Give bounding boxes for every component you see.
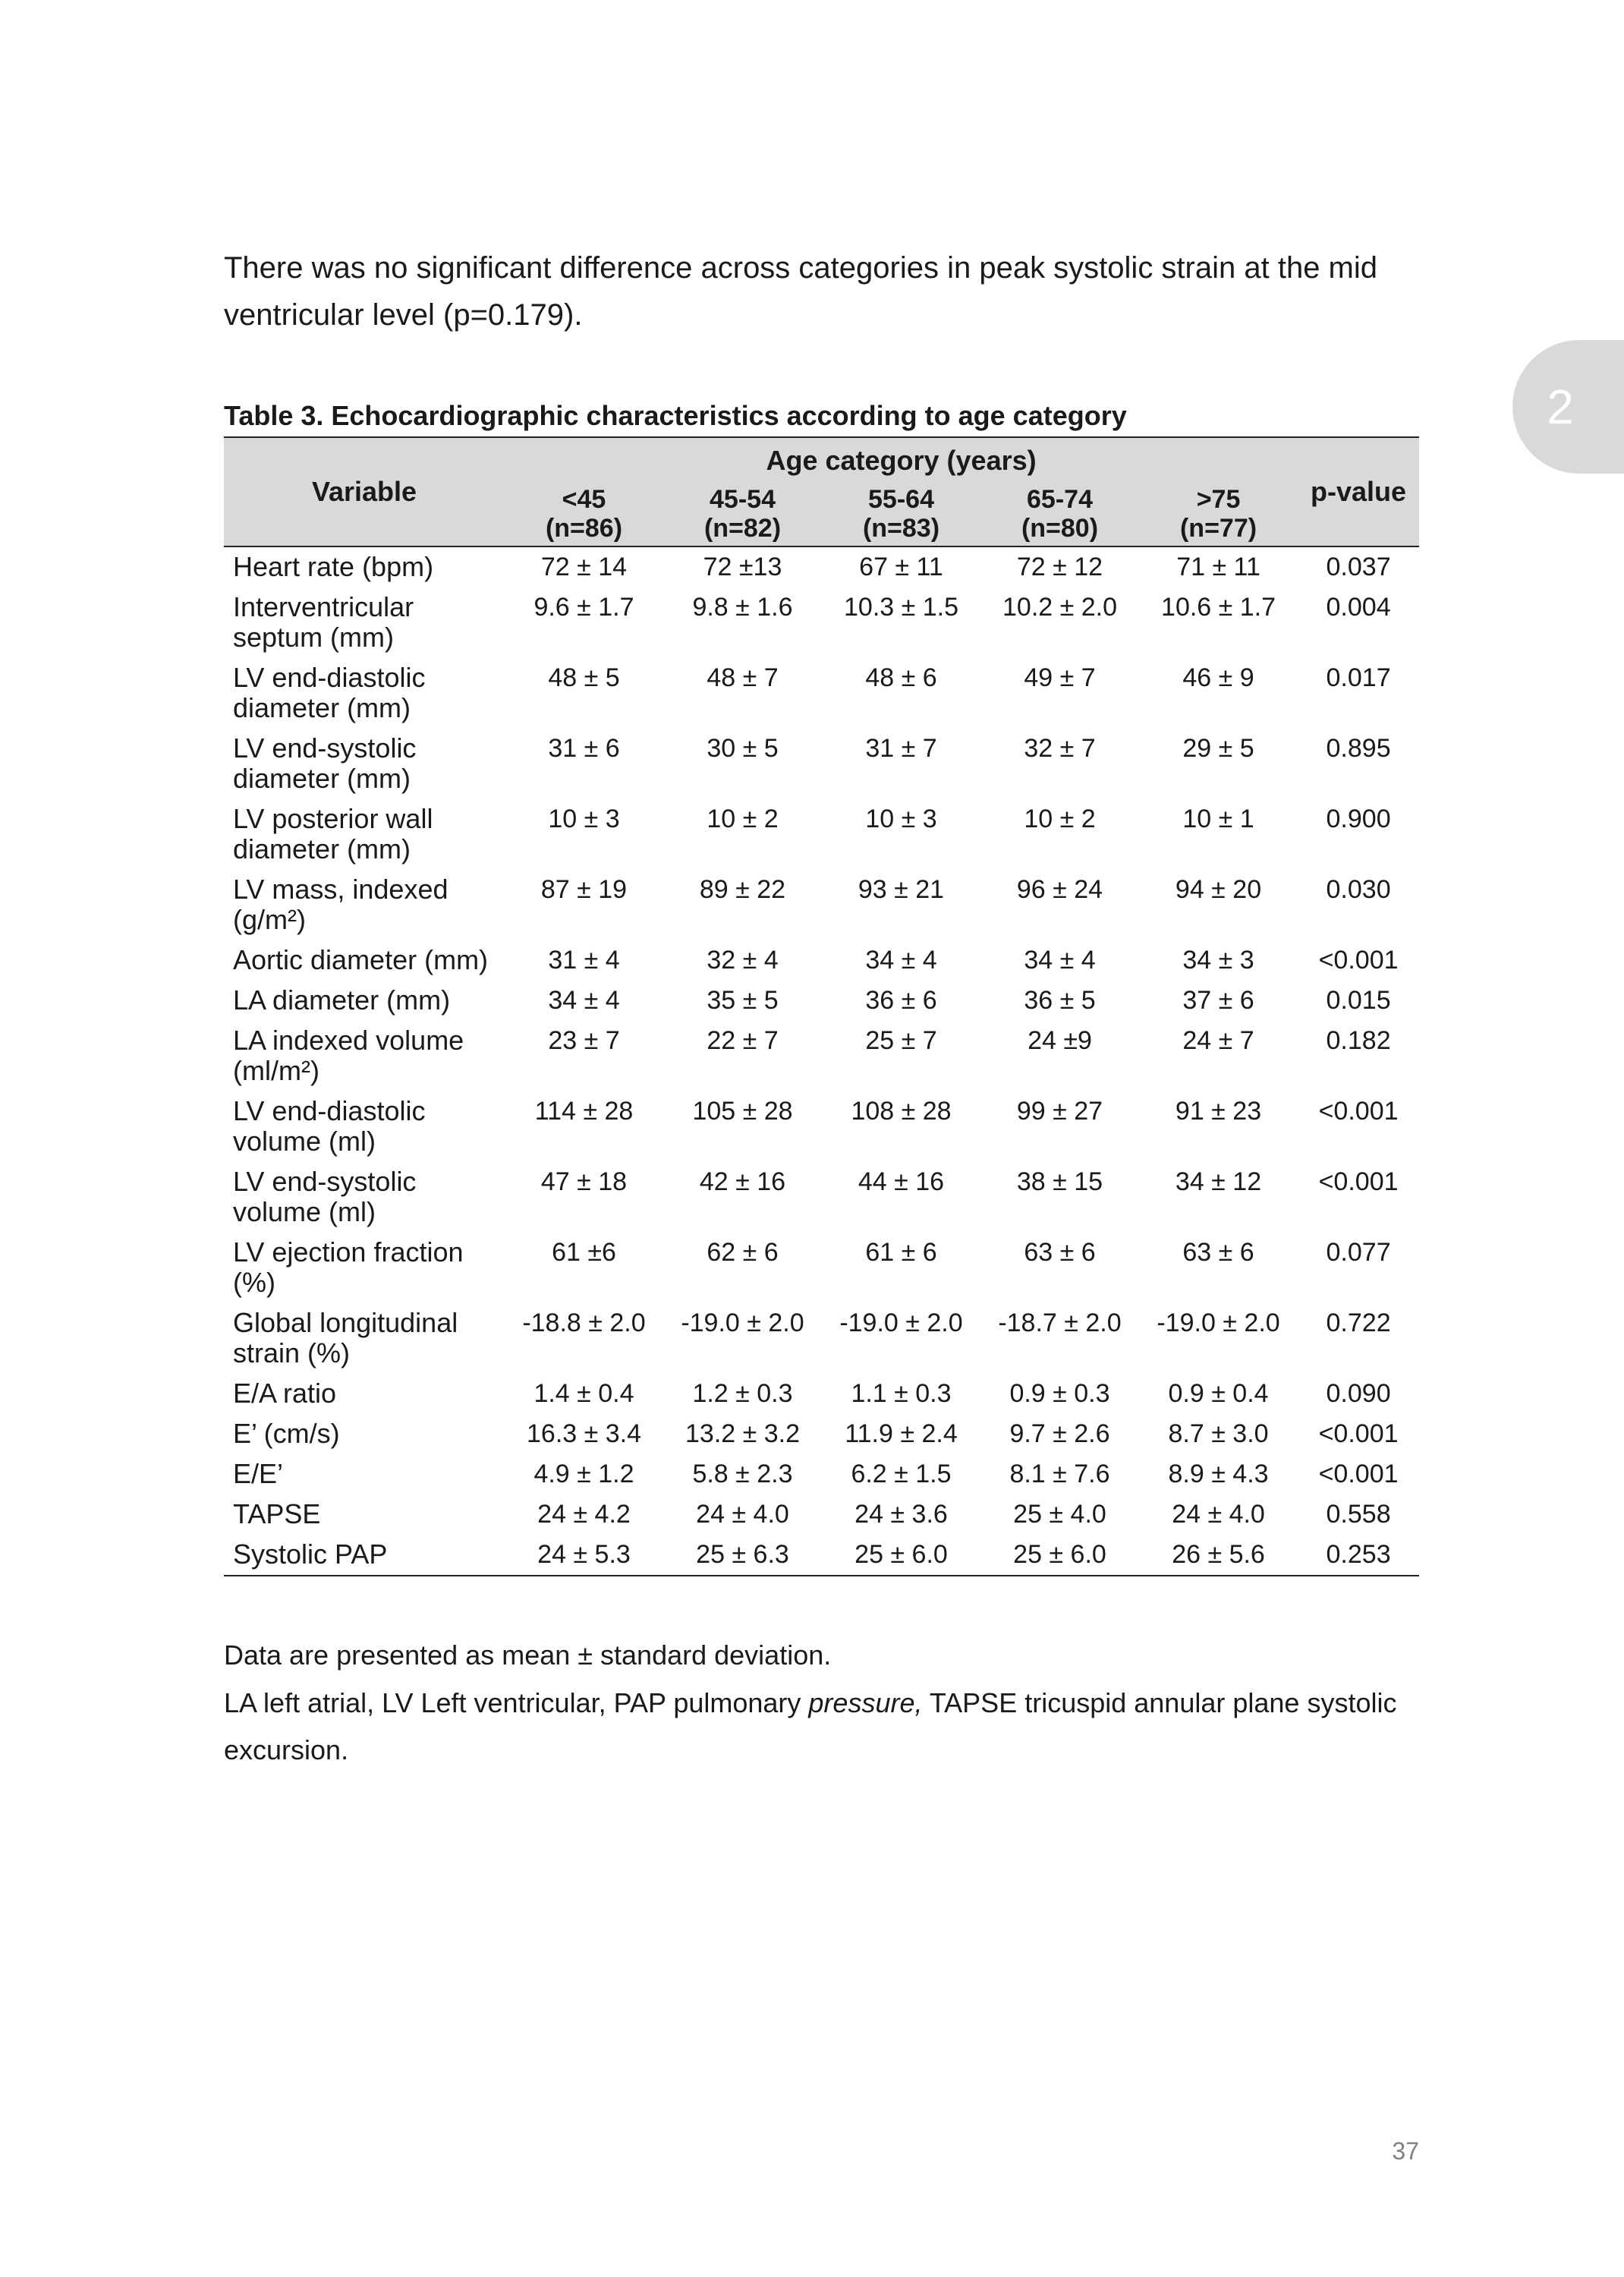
value-cell: 1.1 ± 0.3 xyxy=(851,1379,952,1408)
variable-cell: Heart rate (bpm) xyxy=(233,551,434,582)
value-cell: 48 ± 7 xyxy=(707,663,779,692)
value-cell: 9.6 ± 1.7 xyxy=(533,593,634,622)
variable-cell: LV mass, indexed (g/m²) xyxy=(233,874,448,935)
value-cell: 99 ± 27 xyxy=(1016,1097,1103,1126)
value-cell: 63 ± 6 xyxy=(1182,1238,1254,1267)
table-row xyxy=(224,1374,1419,1414)
age-group-3 xyxy=(980,483,1139,546)
value-cell: 25 ± 4.0 xyxy=(1013,1500,1106,1529)
value-cell: 25 ± 6.0 xyxy=(980,1535,1139,1576)
value-cell: 72 ±13 xyxy=(703,553,782,581)
value-cell: 34 ± 3 xyxy=(1182,946,1254,975)
value-cell: 71 ± 11 xyxy=(1176,553,1260,581)
value-cell: 9.7 ± 2.6 xyxy=(1009,1419,1110,1448)
age-group-label: 55-64 xyxy=(868,485,934,514)
value-cell: 48 ± 6 xyxy=(865,663,937,692)
value-cell: 94 ± 20 xyxy=(1175,875,1262,904)
pvalue-cell: 0.900 xyxy=(1326,805,1391,833)
table-row xyxy=(224,1021,1419,1091)
pvalue-cell: <0.001 xyxy=(1318,1167,1399,1196)
value-cell: 42 ± 16 xyxy=(699,1167,786,1196)
pvalue-cell: <0.001 xyxy=(1318,946,1399,975)
value-cell: 25 ± 6.3 xyxy=(663,1535,822,1576)
value-cell: 89 ± 22 xyxy=(699,875,786,904)
pvalue-cell: 0.037 xyxy=(1326,553,1391,581)
value-cell: 32 ± 7 xyxy=(1024,734,1096,763)
value-cell: -18.8 ± 2.0 xyxy=(522,1309,646,1337)
pvalue-cell: 0.004 xyxy=(1326,593,1391,622)
value-cell: 34 ± 12 xyxy=(1175,1167,1262,1196)
age-group-4 xyxy=(1139,483,1298,546)
pvalue-cell: 0.090 xyxy=(1326,1379,1391,1408)
value-cell: 24 ± 4.0 xyxy=(1172,1500,1265,1529)
value-cell: 44 ± 16 xyxy=(858,1167,945,1196)
pvalue-cell: 0.558 xyxy=(1326,1500,1391,1529)
abbrev-italic: pressure, xyxy=(808,1687,923,1718)
table-caption: Table 3. Echocardiographic characteristics according to age category xyxy=(224,400,1127,431)
value-cell: -19.0 ± 2.0 xyxy=(1157,1309,1280,1337)
value-cell: 24 ± 5.3 xyxy=(505,1535,663,1576)
age-group-0 xyxy=(505,483,663,546)
pvalue-header: p-value xyxy=(1298,437,1419,546)
pvalue-cell: 0.895 xyxy=(1326,734,1391,763)
value-cell: 91 ± 23 xyxy=(1175,1097,1262,1126)
variable-cell: E’ (cm/s) xyxy=(233,1418,340,1449)
table-row xyxy=(224,658,1419,729)
value-cell: 10.6 ± 1.7 xyxy=(1161,593,1276,622)
table-row xyxy=(224,1162,1419,1233)
table-row xyxy=(224,587,1419,658)
value-cell: 93 ± 21 xyxy=(858,875,945,904)
value-cell: 67 ± 11 xyxy=(859,553,943,581)
variable-cell: TAPSE xyxy=(233,1498,321,1529)
value-cell: 61 ±6 xyxy=(552,1238,616,1267)
value-cell: 38 ± 15 xyxy=(1016,1167,1103,1196)
age-group-n: (n=82) xyxy=(703,514,782,543)
variable-cell: LV end-systolic volume (ml) xyxy=(233,1166,417,1227)
variable-cell: E/E’ xyxy=(233,1458,284,1489)
pvalue-cell: <0.001 xyxy=(1318,1460,1399,1488)
pvalue-cell: <0.001 xyxy=(1318,1097,1399,1126)
variable-cell: LV ejection fraction (%) xyxy=(233,1236,464,1298)
value-cell: 5.8 ± 2.3 xyxy=(692,1460,793,1488)
variable-cell: E/A ratio xyxy=(233,1378,337,1409)
value-cell: 24 ± 7 xyxy=(1182,1026,1254,1055)
pvalue-cell: 0.182 xyxy=(1326,1026,1391,1055)
variable-cell: LV end-systolic diameter (mm) xyxy=(233,732,417,794)
value-cell: 31 ± 6 xyxy=(548,734,620,763)
page-number: 37 xyxy=(1392,2137,1419,2165)
value-cell: 46 ± 9 xyxy=(1182,663,1254,692)
table-row xyxy=(224,981,1419,1021)
chapter-number: 2 xyxy=(1547,380,1574,434)
pvalue-cell: 0.030 xyxy=(1326,875,1391,904)
value-cell: 34 ± 4 xyxy=(1024,946,1096,975)
value-cell: 25 ± 7 xyxy=(865,1026,937,1055)
value-cell: 24 ± 4.0 xyxy=(696,1500,789,1529)
value-cell: 30 ± 5 xyxy=(707,734,779,763)
value-cell: 114 ± 28 xyxy=(534,1097,634,1126)
table-row xyxy=(224,1233,1419,1303)
value-cell: 72 ± 14 xyxy=(540,553,628,581)
table-row xyxy=(224,940,1419,981)
variable-header: Variable xyxy=(224,437,505,546)
variable-cell: LV end-diastolic diameter (mm) xyxy=(233,662,426,723)
variable-cell: Aortic diameter (mm) xyxy=(233,944,489,975)
data-note: Data are presented as mean ± standard deviation. xyxy=(224,1639,832,1671)
age-group-n: (n=80) xyxy=(1021,514,1099,543)
value-cell: 10.2 ± 2.0 xyxy=(1002,593,1117,622)
value-cell: 26 ± 5.6 xyxy=(1139,1535,1298,1576)
age-group-label: >75 xyxy=(1196,485,1241,514)
value-cell: 1.2 ± 0.3 xyxy=(692,1379,793,1408)
value-cell: 6.2 ± 1.5 xyxy=(851,1460,952,1488)
value-cell: 72 ± 12 xyxy=(1016,553,1103,581)
variable-cell: Interventricular septum (mm) xyxy=(233,591,414,653)
pvalue-cell: 0.077 xyxy=(1326,1238,1391,1267)
age-group-2 xyxy=(822,483,980,546)
abbreviation-note xyxy=(224,1680,1438,1774)
pvalue-cell: 0.015 xyxy=(1326,986,1391,1015)
value-cell: 10.3 ± 1.5 xyxy=(844,593,958,622)
table-row xyxy=(224,1414,1419,1454)
value-cell: 0.9 ± 0.3 xyxy=(1009,1379,1110,1408)
value-cell: 22 ± 7 xyxy=(707,1026,779,1055)
age-group-n: (n=77) xyxy=(1179,514,1257,543)
value-cell: 105 ± 28 xyxy=(692,1097,793,1126)
value-cell: 108 ± 28 xyxy=(851,1097,952,1126)
value-cell: 49 ± 7 xyxy=(1024,663,1096,692)
age-group-label: 45-54 xyxy=(710,485,776,514)
table-row xyxy=(224,729,1419,799)
value-cell: 23 ± 7 xyxy=(548,1026,620,1055)
echo-table xyxy=(224,436,1419,1576)
table-row xyxy=(224,1535,1419,1576)
value-cell: 36 ± 5 xyxy=(1024,986,1096,1015)
value-cell: 47 ± 18 xyxy=(540,1167,628,1196)
chapter-tab xyxy=(1512,340,1624,474)
value-cell: 34 ± 4 xyxy=(865,946,937,975)
table-row xyxy=(224,546,1419,587)
value-cell: 29 ± 5 xyxy=(1182,734,1254,763)
abbrev-text: LA left atrial, LV Left ventricular, PAP pulmonary xyxy=(224,1687,809,1718)
value-cell: 11.9 ± 2.4 xyxy=(845,1419,958,1448)
pvalue-cell: 0.017 xyxy=(1326,663,1391,692)
value-cell: 24 ± 3.6 xyxy=(854,1500,948,1529)
variable-cell: Systolic PAP xyxy=(224,1535,505,1576)
age-group-label: <45 xyxy=(562,485,606,514)
value-cell: 32 ± 4 xyxy=(707,946,779,975)
age-group-n: (n=86) xyxy=(545,514,623,543)
value-cell: 8.9 ± 4.3 xyxy=(1168,1460,1269,1488)
variable-cell: Global longitudinal strain (%) xyxy=(233,1307,458,1368)
age-group-1 xyxy=(663,483,822,546)
value-cell: 0.9 ± 0.4 xyxy=(1168,1379,1269,1408)
value-cell: 62 ± 6 xyxy=(707,1238,779,1267)
variable-cell: LV posterior wall diameter (mm) xyxy=(233,803,433,865)
variable-cell: LV end-diastolic volume (ml) xyxy=(233,1095,426,1157)
value-cell: 34 ± 4 xyxy=(548,986,620,1015)
pvalue-cell: 0.253 xyxy=(1298,1535,1419,1576)
value-cell: 24 ± 4.2 xyxy=(537,1500,631,1529)
pvalue-cell: 0.722 xyxy=(1326,1309,1391,1337)
value-cell: 36 ± 6 xyxy=(865,986,937,1015)
table-row xyxy=(224,1091,1419,1162)
value-cell: 10 ± 2 xyxy=(707,805,779,833)
value-cell: 4.9 ± 1.2 xyxy=(533,1460,634,1488)
value-cell: 1.4 ± 0.4 xyxy=(533,1379,634,1408)
value-cell: 63 ± 6 xyxy=(1024,1238,1096,1267)
variable-cell: LA indexed volume (ml/m²) xyxy=(233,1025,464,1086)
age-group-header: Age category (years) xyxy=(505,437,1298,483)
value-cell: 8.1 ± 7.6 xyxy=(1009,1460,1110,1488)
age-group-n: (n=83) xyxy=(862,514,940,543)
value-cell: 9.8 ± 1.6 xyxy=(692,593,793,622)
value-cell: 31 ± 4 xyxy=(548,946,620,975)
value-cell: 87 ± 19 xyxy=(540,875,628,904)
value-cell: 10 ± 3 xyxy=(548,805,620,833)
value-cell: -19.0 ± 2.0 xyxy=(681,1309,804,1337)
value-cell: 16.3 ± 3.4 xyxy=(527,1419,641,1448)
abbrev-text-end: TAPSE tricuspid annular plane systolic excursion. xyxy=(224,1687,1397,1765)
age-group-label: 65-74 xyxy=(1027,485,1093,514)
value-cell: 10 ± 1 xyxy=(1182,805,1254,833)
value-cell: 8.7 ± 3.0 xyxy=(1168,1419,1269,1448)
table-row xyxy=(224,799,1419,870)
value-cell: -18.7 ± 2.0 xyxy=(998,1309,1122,1337)
value-cell: -19.0 ± 2.0 xyxy=(839,1309,963,1337)
value-cell: 96 ± 24 xyxy=(1016,875,1103,904)
value-cell: 35 ± 5 xyxy=(707,986,779,1015)
value-cell: 10 ± 3 xyxy=(865,805,937,833)
table-row xyxy=(224,870,1419,940)
value-cell: 25 ± 6.0 xyxy=(822,1535,980,1576)
value-cell: 48 ± 5 xyxy=(548,663,620,692)
value-cell: 31 ± 7 xyxy=(865,734,937,763)
pvalue-cell: <0.001 xyxy=(1318,1419,1399,1448)
table-row xyxy=(224,1303,1419,1374)
value-cell: 61 ± 6 xyxy=(865,1238,937,1267)
value-cell: 37 ± 6 xyxy=(1182,986,1254,1015)
value-cell: 13.2 ± 3.2 xyxy=(685,1419,800,1448)
variable-cell: LA diameter (mm) xyxy=(233,984,451,1016)
intro-paragraph: There was no significant difference across categories in peak systolic strain at the mid ventricular level (p=0.179). xyxy=(224,251,1377,332)
value-cell: 10 ± 2 xyxy=(1024,805,1096,833)
value-cell: 24 ±9 xyxy=(1028,1026,1092,1055)
table-row xyxy=(224,1454,1419,1494)
table-row xyxy=(224,1494,1419,1535)
